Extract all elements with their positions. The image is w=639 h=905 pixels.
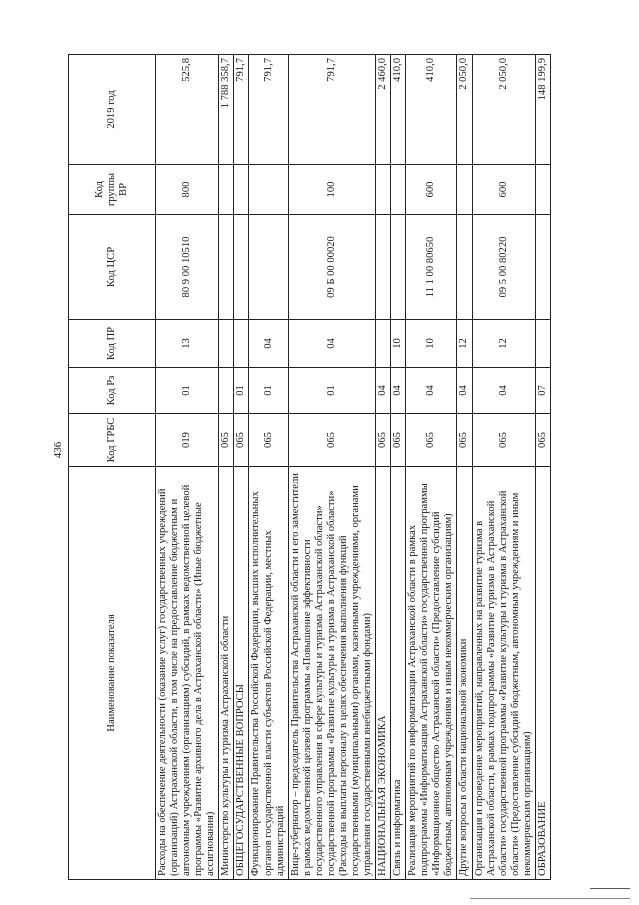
row-vr: 600 [472,165,535,215]
table-row [391,55,406,880]
row-amount: 791,7 [249,55,288,165]
row-rz: 01 [288,368,375,414]
page-number: 436 [52,441,64,459]
table-row [406,55,457,880]
row-csr [249,215,288,320]
row-vr [391,165,406,215]
row-grbs: 065 [288,414,375,467]
row-name: Министерство культуры и туризма Астраханской области [219,467,234,880]
scan-artifact-line [470,898,630,899]
row-pr [234,320,249,368]
row-grbs: 019 [156,414,219,467]
row-grbs: 065 [472,414,535,467]
row-pr [219,320,234,368]
row-grbs: 065 [535,414,550,467]
row-rz: 04 [457,368,472,414]
row-csr [535,215,550,320]
header-rz: Код Рз [69,368,156,414]
row-vr [249,165,288,215]
row-pr: 04 [249,320,288,368]
row-vr: 100 [288,165,375,215]
row-grbs: 065 [219,414,234,467]
row-pr: 10 [391,320,406,368]
row-name: Другие вопросы в области национальной экономики [457,467,472,880]
row-grbs: 065 [391,414,406,467]
row-vr [535,165,550,215]
row-pr: 12 [457,320,472,368]
row-amount: 2 050,0 [457,55,472,165]
row-csr [376,215,391,320]
row-rz: 04 [391,368,406,414]
table-row [249,55,288,880]
row-name: Расходы на обеспечение деятельности (оказание услуг) государственных учреждений (организаций) Астраханской области, в том числе на предоставление бюджетным и автономным учреждениям (организациям) субсидий, в рамках ведомственной целевой программы «Развитие архивного дела в Астраханской области» (Иные бюджетные ассигнования) [156,467,219,880]
row-name: НАЦИОНАЛЬНАЯ ЭКОНОМИКА [376,467,391,880]
row-amount: 525,8 [156,55,219,165]
table-row [156,55,219,880]
header-csr: Код ЦСР [69,215,156,320]
row-rz: 04 [472,368,535,414]
row-csr [391,215,406,320]
row-name: Вице-губернатор – председатель Правительства Астраханской области и его заместители в рамках ведомственной целевой программы «Повышение эффективности государственного управления в сфере культуры и туризма Астраханской области» государственной программы «Развитие культуры и туризма в Астраханской области» (Расходы на выплаты персоналу в целях обеспечения выполнения функций государственными (муниципальными) органами, казенными учреждениями, органами управления государственными внебюджетными фондами) [288,467,375,880]
row-rz: 01 [249,368,288,414]
row-rz [219,368,234,414]
table-row [535,55,550,880]
row-rz: 04 [406,368,457,414]
row-grbs: 065 [249,414,288,467]
row-amount: 410,0 [391,55,406,165]
row-grbs: 065 [376,414,391,467]
table-row [288,55,375,880]
row-amount: 2 460,0 [376,55,391,165]
table-row [376,55,391,880]
header-pr: Код ПР [69,320,156,368]
row-amount: 791,7 [288,55,375,165]
budget-table-container [68,55,596,880]
table-header-row [69,55,156,880]
row-amount: 1 788 358,7 [219,55,234,165]
row-grbs: 065 [457,414,472,467]
budget-table [68,54,551,880]
row-vr: 800 [156,165,219,215]
row-rz: 01 [234,368,249,414]
row-csr: 80 9 00 10510 [156,215,219,320]
row-name: ОБРАЗОВАНИЕ [535,467,550,880]
row-pr: 04 [288,320,375,368]
row-csr [234,215,249,320]
row-vr [376,165,391,215]
table-row [457,55,472,880]
row-pr [535,320,550,368]
row-pr [376,320,391,368]
row-amount: 148 199,9 [535,55,550,165]
row-vr [457,165,472,215]
header-year: 2019 год [69,55,156,165]
row-name: Связь и информатика [391,467,406,880]
row-name: ОБЩЕГОСУДАРСТВЕННЫЕ ВОПРОСЫ [234,467,249,880]
row-amount: 2 050,0 [472,55,535,165]
row-pr: 12 [472,320,535,368]
row-amount: 791,7 [234,55,249,165]
row-csr: 09 Б 00 00020 [288,215,375,320]
header-grbs: Код ГРБС [69,414,156,467]
row-csr: 11 1 00 80650 [406,215,457,320]
row-rz: 07 [535,368,550,414]
row-pr: 10 [406,320,457,368]
row-name: Реализация мероприятий по информатизации Астраханской области в рамках подпрограммы «Информатизация Астраханской области» государственной программы «Информационное общество Астраханской области» (Предоставление субсидий бюджетным, автономным учреждениям и иным некоммерческим организациям) [406,467,457,880]
row-vr: 600 [406,165,457,215]
row-vr [234,165,249,215]
row-grbs: 065 [406,414,457,467]
table-row [472,55,535,880]
row-rz: 01 [156,368,219,414]
row-csr: 09 5 00 80220 [472,215,535,320]
row-vr [219,165,234,215]
row-csr [457,215,472,320]
row-rz: 04 [376,368,391,414]
scan-artifact-line [590,888,630,889]
header-vr: Код группы ВР [69,165,156,215]
table-row [234,55,249,880]
header-name: Наименование показателя [69,467,156,880]
row-name: Функционирование Правительства Российской Федерации, высших исполнительных органов государственной власти субъектов Российской Федерации, местных администраций [249,467,288,880]
row-name: Организация и проведение мероприятий, направленных на развитие туризма в Астраханской области, в рамках подпрограммы «Развитие туризма в Астраханской области» государственной программы «Развитие культуры и туризма в Астраханской области» (Предоставление субсидий бюджетным, автономным учреждениям и иным некоммерческим организациям) [472,467,535,880]
row-pr: 13 [156,320,219,368]
row-grbs: 065 [234,414,249,467]
table-row [219,55,234,880]
row-csr [219,215,234,320]
row-amount: 410,0 [406,55,457,165]
